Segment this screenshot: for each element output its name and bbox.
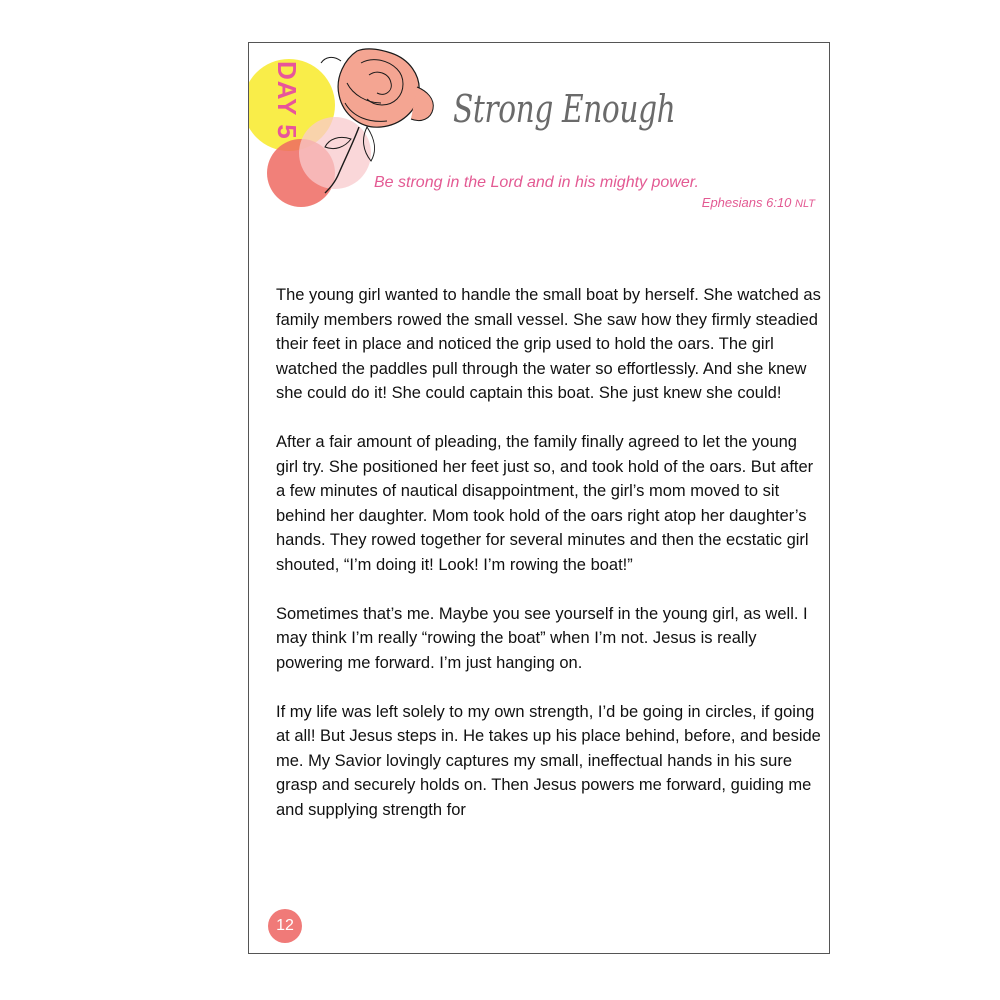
bible-version: NLT xyxy=(795,198,815,210)
body-text xyxy=(276,283,821,847)
pink-circle-shape xyxy=(299,117,371,189)
devotional-page xyxy=(248,42,830,954)
scripture-reference xyxy=(702,195,815,210)
reference-text: Ephesians 6:10 xyxy=(701,195,792,210)
paragraph: The young girl wanted to handle the small boat by herself. She watched as family members rowed the small vessel. She saw how they firmly steadied their feet in place and noticed the grip used to hold the oars. The girl watched the paddles pull through the water so effortlessly. And she knew she could do it! She could captain this boat. She just knew she could! xyxy=(276,286,821,402)
page-title: Strong Enough xyxy=(453,87,676,131)
paragraph: Sometimes that’s me. Maybe you see yourself in the young girl, as well. I may think I’m really “rowing the boat” when I’m not. Jesus is really powering me forward. I’m just hanging on. xyxy=(276,604,808,672)
paragraph: After a fair amount of pleading, the family finally agreed to let the young girl try. She positioned her feet just so, and took hold of the oars. But after a few minutes of nautical disappointment, the girl’s mom moved to sit behind her daughter. Mom took hold of the oars right atop her daughter’s hands. They rowed together for several minutes and then the ecstatic girl shouted, “I’m doing it! Look! I’m rowing the boat!” xyxy=(276,433,814,574)
page-number-badge: 12 xyxy=(268,909,302,943)
scripture-verse: Be strong in the Lord and in his mighty power. xyxy=(374,174,699,191)
paragraph: If my life was left solely to my own strength, I’d be going in circles, if going at all! But Jesus steps in. He takes up his place behind, before, and beside me. My Savior lovingly captures my small, ineffectual hands in his sure grasp and securely holds on. Then Jesus powers me forward, guiding me and supplying strength for xyxy=(276,702,821,819)
day-label: DAY 5 xyxy=(272,61,302,140)
